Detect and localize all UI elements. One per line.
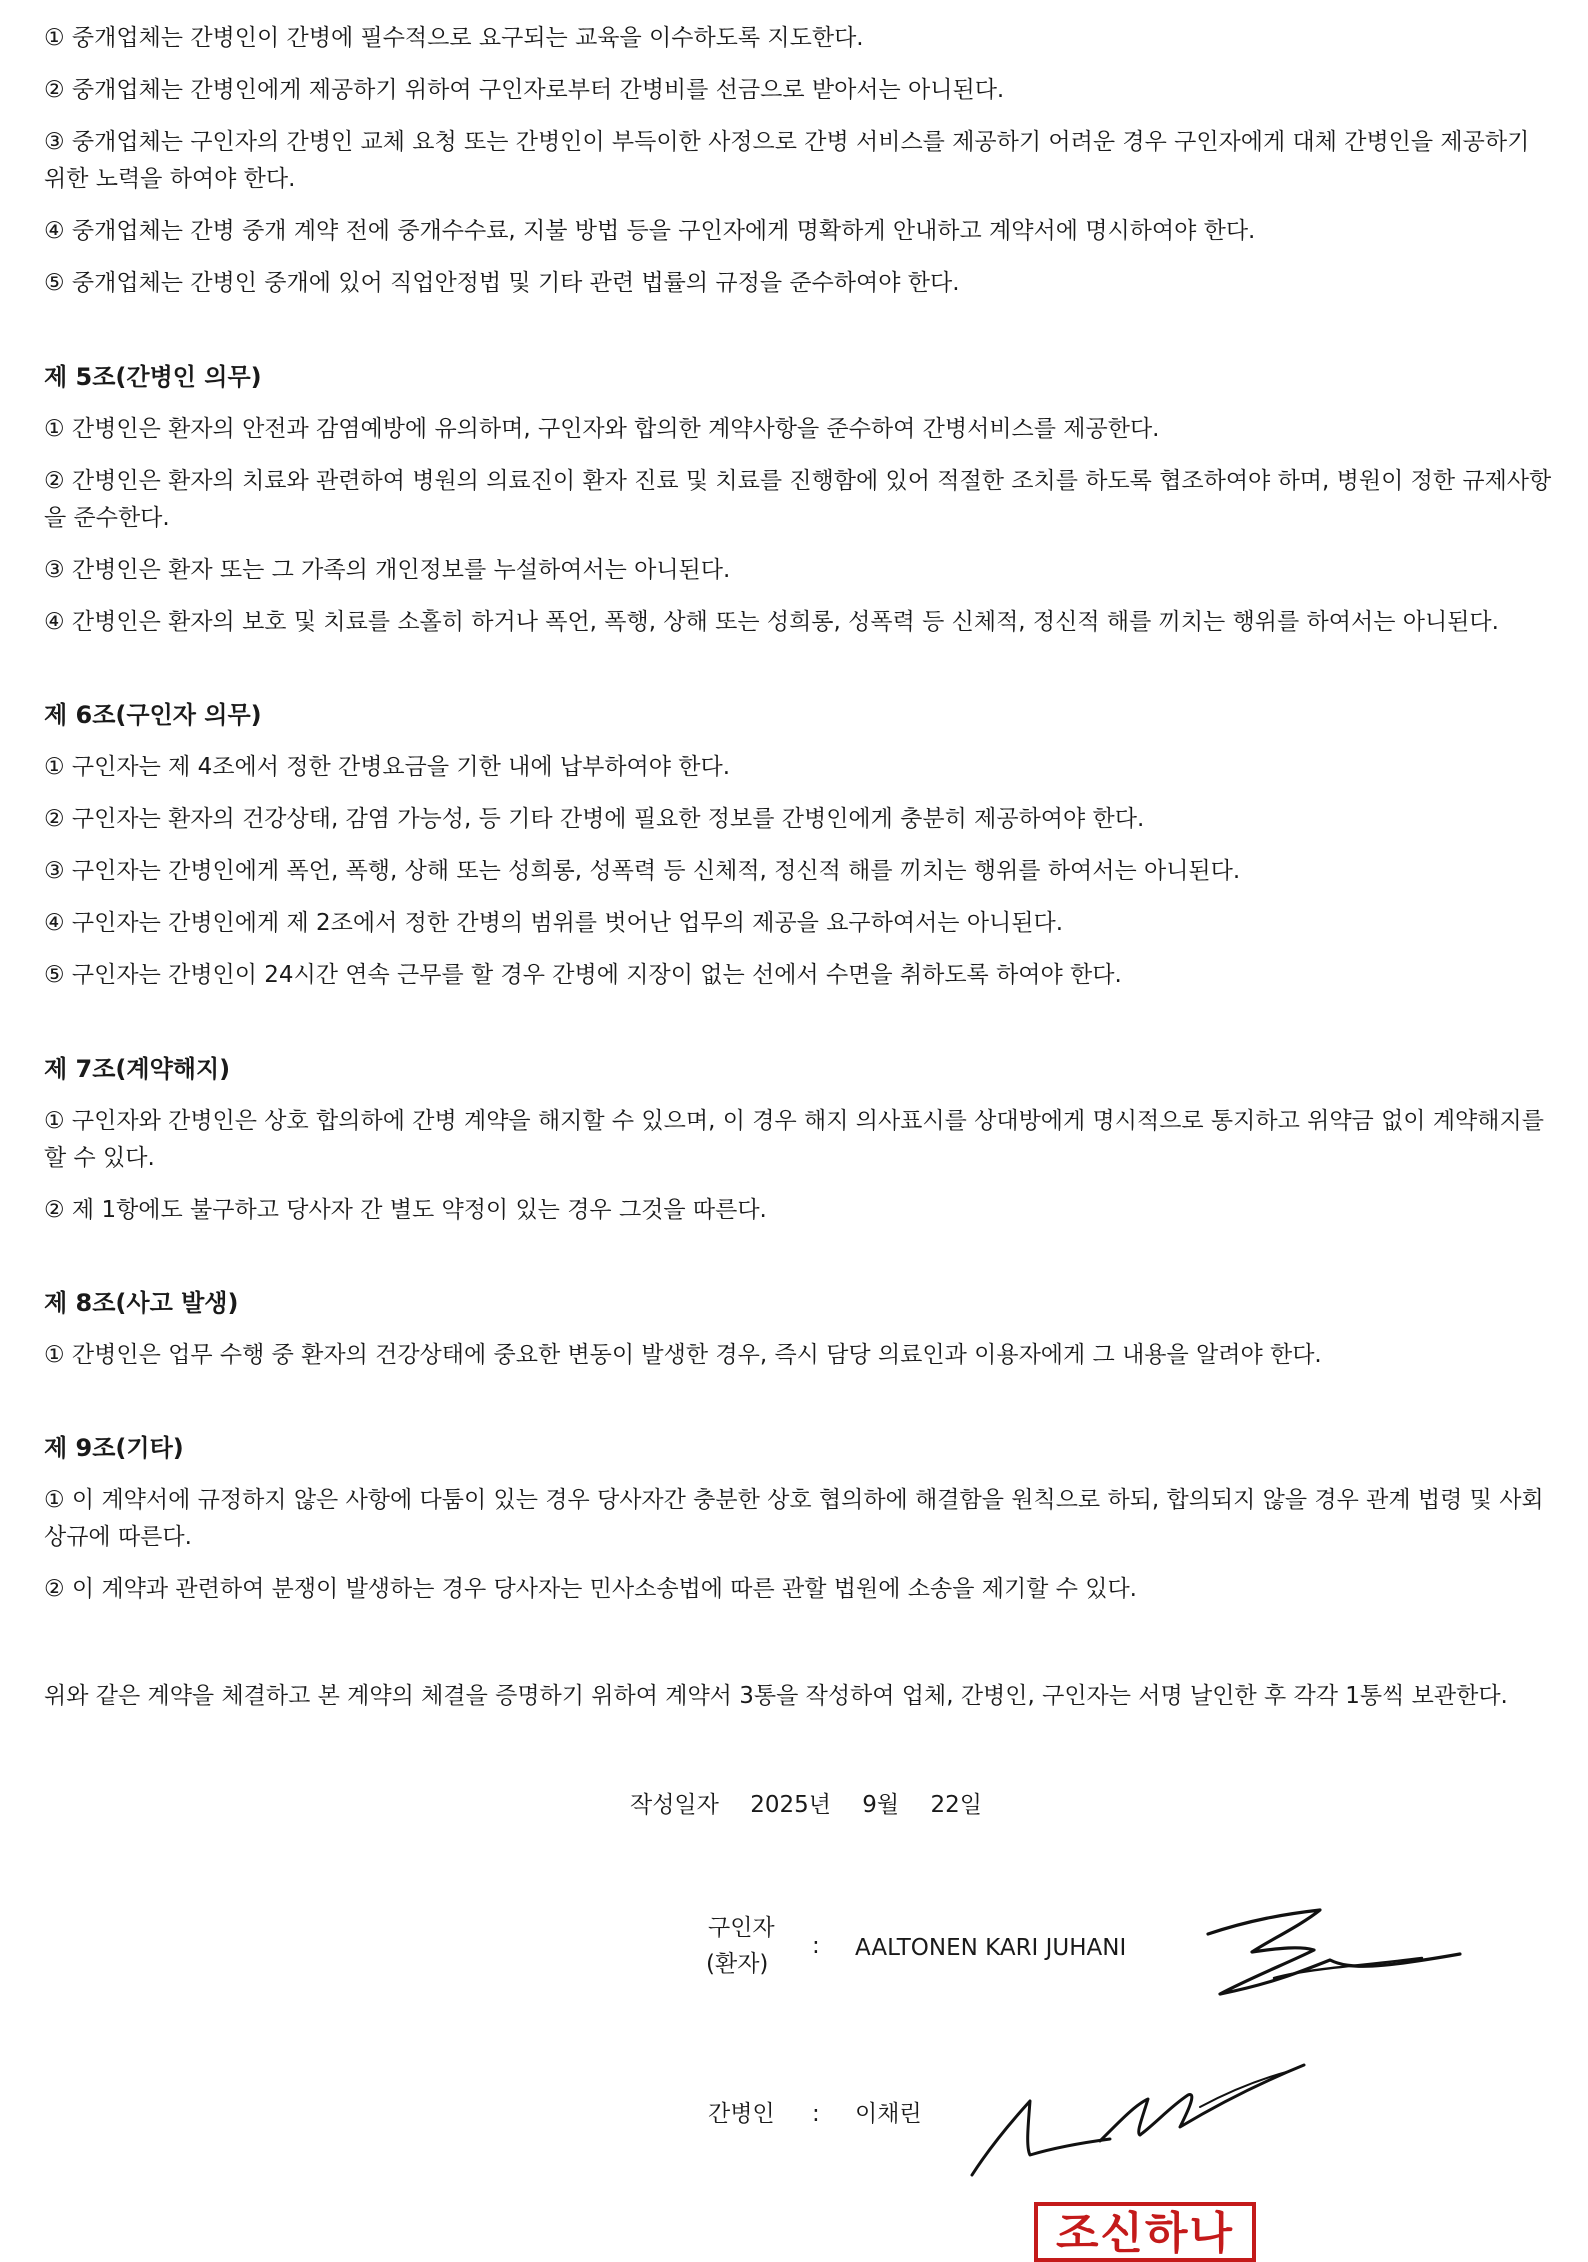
client-label-sub: (환자) bbox=[706, 1951, 769, 1977]
client-label: 구인자 bbox=[708, 1915, 775, 1941]
article-5-item-4: ④ 간병인은 환자의 보호 및 치료를 소홀히 하거나 폭언, 폭행, 상해 또는 성희롱, 성폭력 등 신체적, 정신적 해를 끼치는 행위를 하여서는 아니된다. bbox=[44, 609, 1499, 635]
article-6-item-4: ④ 구인자는 간병인에게 제 2조에서 정한 간병의 범위를 벗어난 업무의 제공을 요구하여서는 아니된다. bbox=[44, 910, 1064, 936]
date-label: 작성일자 bbox=[630, 1792, 719, 1818]
caregiver-name: 이채린 bbox=[855, 2101, 922, 2127]
article-5-item-3: ③ 간병인은 환자 또는 그 가족의 개인정보를 누설하여서는 아니된다. bbox=[44, 557, 731, 583]
article-7-item-2: ② 제 1항에도 불구하고 당사자 간 별도 약정이 있는 경우 그것을 따른다. bbox=[44, 1197, 767, 1223]
date-month: 9월 bbox=[862, 1792, 900, 1818]
seal-stamp: 조신하나 bbox=[1034, 2202, 1256, 2262]
article-5-item-1: ① 간병인은 환자의 안전과 감염예방에 유의하며, 구인자와 합의한 계약사항을 준수하여 간병서비스를 제공한다. bbox=[44, 416, 1160, 442]
client-signature bbox=[1190, 1900, 1470, 2030]
article-7-title: 제 7조(계약해지) bbox=[44, 1055, 231, 1083]
article-6-item-2: ② 구인자는 환자의 건강상태, 감염 가능성, 등 기타 간병에 필요한 정보를 간병인에게 충분히 제공하여야 한다. bbox=[44, 806, 1145, 832]
article-6-item-3: ③ 구인자는 간병인에게 폭언, 폭행, 상해 또는 성희롱, 성폭력 등 신체적, 정신적 해를 끼치는 행위를 하여서는 아니된다. bbox=[44, 858, 1241, 884]
intro-item-1: ① 중개업체는 간병인이 간병에 필수적으로 요구되는 교육을 이수하도록 지도한다. bbox=[44, 25, 864, 51]
closing-statement: 위와 같은 계약을 체결하고 본 계약의 체결을 증명하기 위하여 계약서 3통을 작성하여 업체, 간병인, 구인자는 서명 날인한 후 각각 1통씩 보관한다. bbox=[44, 1683, 1508, 1709]
client-name: AALTONEN KARI JUHANI bbox=[855, 1935, 1127, 1961]
article-7-item-1: ① 구인자와 간병인은 상호 합의하에 간병 계약을 해지할 수 있으며, 이 경우 해지 의사표시를 상대방에게 명시적으로 통지하고 위약금 없이 계약해지를 할 수 있다. bbox=[44, 1108, 1544, 1171]
article-5-title: 제 5조(간병인 의무) bbox=[44, 363, 262, 391]
date-day: 22일 bbox=[930, 1792, 982, 1818]
article-9-item-1: ① 이 계약서에 규정하지 않은 사항에 다툼이 있는 경우 당사자간 충분한 상호 협의하에 해결함을 원칙으로 하되, 합의되지 않을 경우 관계 법령 및 사회상규에 따른다. bbox=[44, 1487, 1544, 1550]
date-line bbox=[630, 1787, 1006, 1824]
caregiver-label: 간병인 bbox=[708, 2101, 775, 2127]
caregiver-signature bbox=[960, 2035, 1320, 2185]
article-9-item-2: ② 이 계약과 관련하여 분쟁이 발생하는 경우 당사자는 민사소송법에 따른 관할 법원에 소송을 제기할 수 있다. bbox=[44, 1576, 1137, 1602]
article-6-title: 제 6조(구인자 의무) bbox=[44, 701, 262, 729]
article-6-item-5: ⑤ 구인자는 간병인이 24시간 연속 근무를 할 경우 간병에 지장이 없는 선에서 수면을 취하도록 하여야 한다. bbox=[44, 962, 1122, 988]
caregiver-colon: : bbox=[812, 2101, 820, 2127]
article-8-item-1: ① 간병인은 업무 수행 중 환자의 건강상태에 중요한 변동이 발생한 경우, 즉시 담당 의료인과 이용자에게 그 내용을 알려야 한다. bbox=[44, 1342, 1322, 1368]
intro-item-5: ⑤ 중개업체는 간병인 중개에 있어 직업안정법 및 기타 관련 법률의 규정을 준수하여야 한다. bbox=[44, 270, 960, 296]
client-colon: : bbox=[812, 1933, 820, 1959]
article-8-title: 제 8조(사고 발생) bbox=[44, 1289, 239, 1317]
intro-item-4: ④ 중개업체는 간병 중개 계약 전에 중개수수료, 지불 방법 등을 구인자에게 명확하게 안내하고 계약서에 명시하여야 한다. bbox=[44, 218, 1256, 244]
article-9-title: 제 9조(기타) bbox=[44, 1434, 184, 1462]
intro-item-3: ③ 중개업체는 구인자의 간병인 교체 요청 또는 간병인이 부득이한 사정으로 간병 서비스를 제공하기 어려운 경우 구인자에게 대체 간병인을 제공하기 위한 노력을 하여야 한다. bbox=[44, 129, 1530, 192]
article-5-item-2: ② 간병인은 환자의 치료와 관련하여 병원의 의료진이 환자 진료 및 치료를 진행함에 있어 적절한 조치를 하도록 협조하여야 하며, 병원이 정한 규제사항을 준수한다. bbox=[44, 468, 1552, 531]
article-6-item-1: ① 구인자는 제 4조에서 정한 간병요금을 기한 내에 납부하여야 한다. bbox=[44, 754, 731, 780]
intro-item-2: ② 중개업체는 간병인에게 제공하기 위하여 구인자로부터 간병비를 선금으로 받아서는 아니된다. bbox=[44, 77, 1005, 103]
date-year: 2025년 bbox=[750, 1792, 831, 1818]
